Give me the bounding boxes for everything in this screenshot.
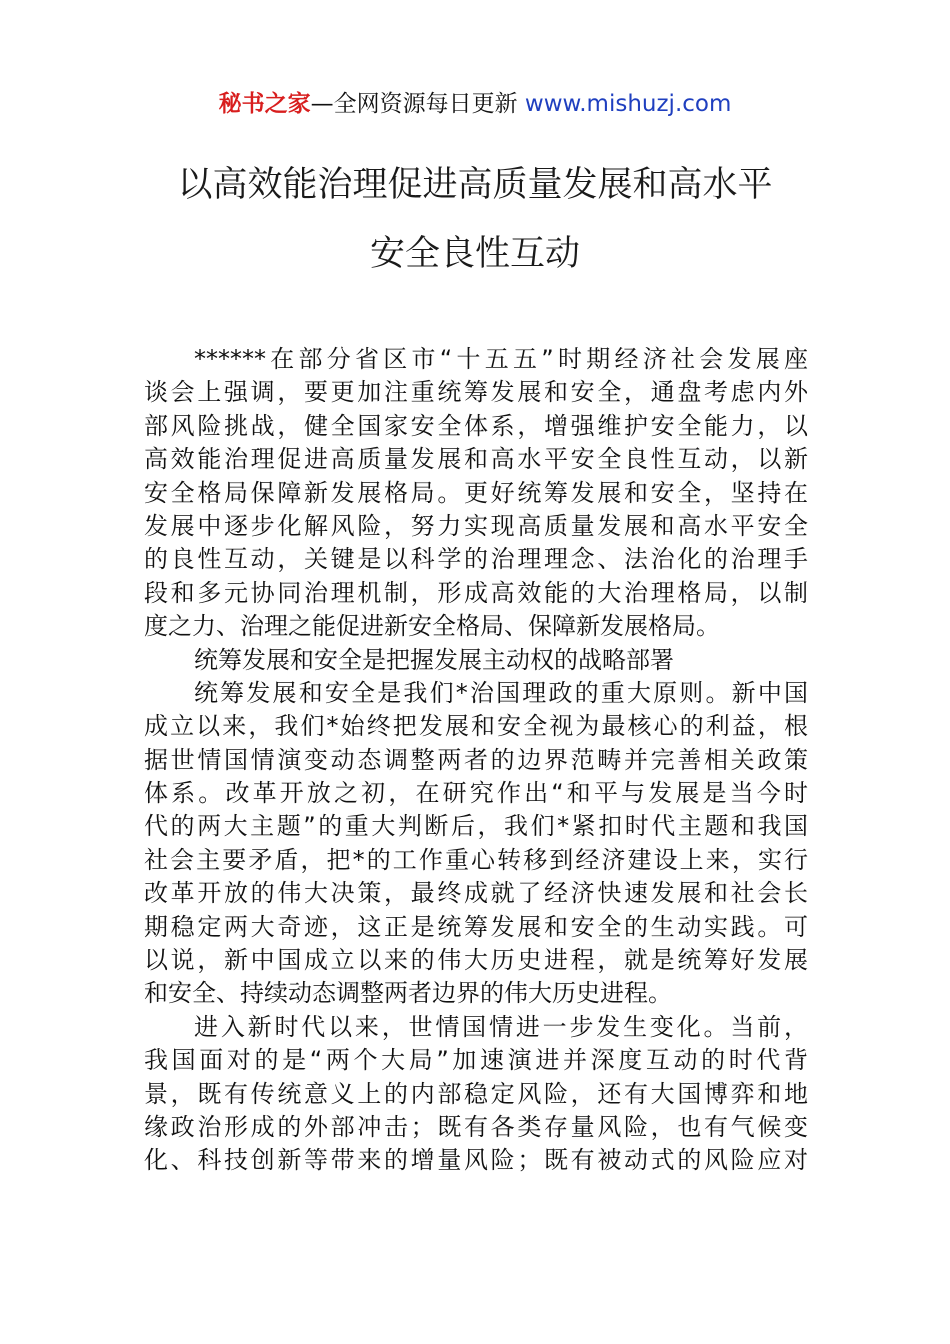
body-line: 段和多元协同治理机制，形成高效能的大治理格局，以制 — [144, 578, 808, 607]
body-line: 改革开放的伟大决策，最终成就了经济快速发展和社会长 — [144, 879, 808, 908]
body-line: 统筹发展和安全是我们*治国理政的重大原则。新中国 — [194, 678, 808, 707]
body-line: 化、科技创新等带来的增量风险；既有被动式的风险应对 — [144, 1146, 808, 1175]
document-title-line-2: 安全良性互动 — [369, 234, 580, 274]
body-line: 据世情国情演变动态调整两者的边界范畴并完善相关政策 — [144, 745, 808, 774]
body-line: 代的两大主题”的重大判断后，我们*紧扣时代主题和我国 — [144, 812, 808, 841]
document-title-line-1: 以高效能治理促进高质量发展和高水平 — [177, 165, 773, 205]
body-line: 我国面对的是“两个大局”加速演进并深度互动的时代背 — [144, 1046, 808, 1075]
site-brand: 秘书之家 — [218, 91, 311, 117]
body-line: 高效能治理促进高质量发展和高水平安全良性互动，以新 — [144, 445, 808, 474]
body-line: ******在部分省区市“十五五”时期经济社会发展座 — [194, 345, 808, 373]
body-line: 期稳定两大奇迹，这正是统筹发展和安全的生动实践。可 — [144, 912, 808, 941]
section-heading: 统筹发展和安全是把握发展主动权的战略部署 — [194, 645, 674, 674]
body-line: 和安全、持续动态调整两者边界的伟大历史进程。 — [144, 979, 672, 1008]
document-body — [144, 343, 808, 1178]
body-line: 体系。改革开放之初，在研究作出“和平与发展是当今时 — [144, 779, 808, 808]
body-line: 以说，新中国成立以来的伟大历史进程，就是统筹好发展 — [144, 946, 808, 975]
site-tagline: —全网资源每日更新 — [310, 91, 518, 117]
body-line: 景，既有传统意义上的内部稳定风险，还有大国博弈和地 — [144, 1079, 808, 1108]
body-line: 度之力、治理之能促进新安全格局、保障新发展格局。 — [144, 612, 720, 641]
body-line: 进入新时代以来，世情国情进一步发生变化。当前， — [194, 1012, 808, 1041]
body-line: 谈会上强调，要更加注重统筹发展和安全，通盘考虑内外 — [144, 378, 808, 407]
body-line: 缘政治形成的外部冲击；既有各类存量风险，也有气候变 — [144, 1112, 808, 1141]
body-line: 的良性互动，关键是以科学的治理理念、法治化的治理手 — [144, 545, 808, 574]
body-line: 社会主要矛盾，把*的工作重心转移到经济建设上来，实行 — [144, 845, 808, 874]
body-line: 部风险挑战，健全国家安全体系，增强维护安全能力，以 — [144, 411, 808, 440]
body-line: 成立以来，我们*始终把发展和安全视为最核心的利益，根 — [144, 712, 808, 741]
site-header — [0, 88, 950, 120]
body-line: 安全格局保障新发展格局。更好统筹发展和安全，坚持在 — [144, 478, 808, 507]
site-url-link[interactable]: www.mishuzj.com — [524, 91, 732, 117]
body-line: 发展中逐步化解风险，努力实现高质量发展和高水平安全 — [144, 511, 808, 540]
